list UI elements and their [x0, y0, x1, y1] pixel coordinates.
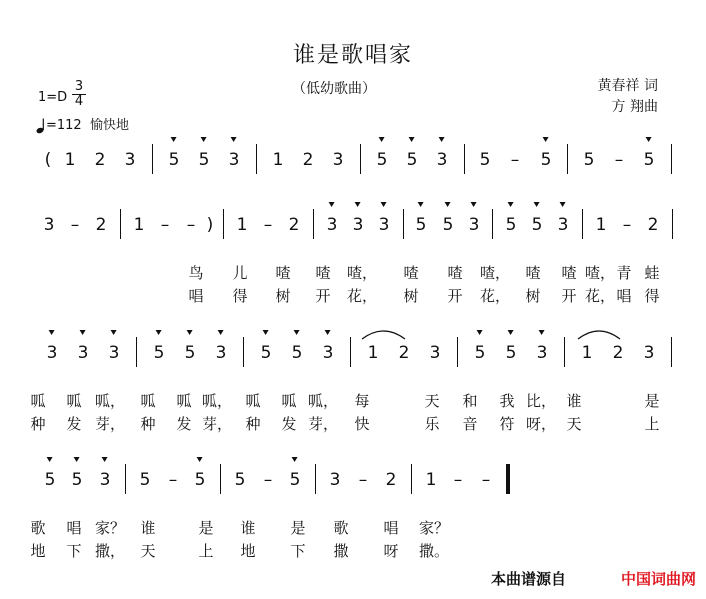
lyric-syllable: 开	[447, 287, 463, 305]
lyric-syllable: 呱	[245, 392, 261, 410]
note: 3	[537, 343, 548, 363]
barline	[671, 337, 672, 367]
accent-mark	[508, 330, 514, 335]
note: 3	[332, 150, 344, 170]
barline	[564, 337, 565, 367]
note: 3	[469, 215, 480, 235]
barline	[464, 144, 465, 174]
note: 5	[185, 343, 196, 363]
accent-mark	[263, 330, 269, 335]
accent-mark	[471, 202, 477, 207]
accent-mark	[534, 202, 540, 207]
lyric-syllable: 呱	[30, 392, 46, 410]
barline	[125, 464, 126, 494]
lyric-syllable: 花，	[584, 287, 616, 305]
lyric-syllable: 唱	[383, 519, 399, 537]
lyric-syllable: 撒，	[94, 542, 126, 560]
barline	[672, 209, 673, 239]
song-subtitle: （低幼歌曲）	[292, 81, 376, 97]
note: 3	[327, 215, 338, 235]
lyric-syllable: 花，	[479, 287, 511, 305]
dash: –	[614, 150, 624, 170]
lyric-syllable: 撒	[333, 542, 349, 560]
lyric-syllable: 开	[561, 287, 577, 305]
final-barline	[506, 464, 510, 494]
barline	[220, 464, 221, 494]
lyric-syllable: 是	[644, 392, 660, 410]
note: 5	[234, 470, 246, 490]
accent-mark	[201, 137, 207, 142]
dash: –	[168, 470, 178, 490]
note: 3	[379, 215, 390, 235]
note: 5	[199, 150, 210, 170]
tempo-value: =112	[46, 118, 82, 133]
lyric-syllable: 花，	[346, 287, 378, 305]
repeat-paren: (	[44, 150, 52, 170]
barline	[350, 337, 351, 367]
lyric-syllable: 比，	[525, 392, 557, 410]
key-signature: 1=D	[38, 90, 68, 105]
lyric-syllable: 喳	[315, 264, 331, 282]
lyric-syllable: 歌	[333, 519, 349, 537]
tempo-marking: 愉快地	[89, 118, 129, 133]
barline	[671, 144, 672, 174]
accent-mark	[47, 457, 53, 462]
accent-mark	[325, 330, 331, 335]
lyric-syllable: 喳	[403, 264, 419, 282]
lyric-syllable: 喳，	[346, 264, 378, 282]
dash: –	[358, 470, 368, 490]
lyric-syllable: 发	[66, 415, 82, 433]
lyric-syllable: 喳	[561, 264, 577, 282]
accent-mark	[231, 137, 237, 142]
note: 3	[216, 343, 227, 363]
accent-mark	[439, 137, 445, 142]
lyricist-credit: 黄春祥 词	[597, 78, 658, 94]
note: 3	[437, 150, 448, 170]
barline	[492, 209, 493, 239]
barline	[411, 464, 412, 494]
note: 1	[581, 343, 593, 363]
note: 5	[506, 343, 517, 363]
barline	[457, 337, 458, 367]
note: 5	[644, 150, 655, 170]
note: 5	[292, 343, 303, 363]
barline	[360, 144, 361, 174]
lyric-syllable: 地	[240, 542, 256, 560]
time-signature-top: 3	[74, 79, 84, 94]
accent-mark	[102, 457, 108, 462]
time-signature	[72, 80, 86, 109]
note: 2	[647, 215, 659, 235]
accent-mark	[418, 202, 424, 207]
accent-mark	[477, 330, 483, 335]
lyric-syllable: 喳，	[479, 264, 511, 282]
barline	[567, 144, 568, 174]
note: 1	[272, 150, 284, 170]
note: 5	[583, 150, 595, 170]
composer-credit: 方 翔曲	[611, 99, 658, 115]
lyric-syllable: 谁	[240, 519, 256, 537]
lyric-syllable: 是	[290, 519, 306, 537]
note: 5	[416, 215, 427, 235]
accent-mark	[409, 137, 415, 142]
lyric-syllable: 儿	[232, 264, 248, 282]
lyric-syllable: 和	[462, 392, 478, 410]
lyric-syllable: 开	[315, 287, 331, 305]
note: 2	[398, 343, 410, 363]
accent-mark	[80, 330, 86, 335]
barline	[313, 209, 314, 239]
note: 5	[154, 343, 165, 363]
lyric-syllable: 撒。	[418, 542, 450, 560]
credits	[598, 76, 658, 118]
accent-mark	[329, 202, 335, 207]
note: 2	[302, 150, 314, 170]
note: 3	[124, 150, 136, 170]
accent-mark	[171, 137, 177, 142]
note: 2	[94, 150, 106, 170]
dash: –	[160, 215, 170, 235]
source-site[interactable]: 中国词曲网	[620, 570, 696, 588]
lyric-syllable: 呱	[140, 392, 156, 410]
barline	[243, 337, 244, 367]
lyric-syllable: 树	[275, 287, 291, 305]
lyric-syllable: 我	[499, 392, 515, 410]
accent-mark	[292, 457, 298, 462]
note: 3	[47, 343, 58, 363]
lyric-syllable: 天	[566, 415, 582, 433]
time-signature-bottom: 4	[74, 94, 84, 109]
dash: –	[186, 215, 196, 235]
note: 3	[323, 343, 334, 363]
quarter-note-icon	[36, 118, 46, 134]
note: 5	[407, 150, 418, 170]
staff-row	[0, 343, 706, 433]
accent-mark	[379, 137, 385, 142]
lyric-syllable: 谁	[140, 519, 156, 537]
note: 5	[45, 470, 56, 490]
note: 5	[72, 470, 83, 490]
lyric-syllable: 呱	[281, 392, 297, 410]
lyric-syllable: 种	[140, 415, 156, 433]
lyric-syllable: 符	[499, 415, 515, 433]
lyric-syllable: 喳	[525, 264, 541, 282]
accent-mark	[355, 202, 361, 207]
lyric-syllable: 是	[198, 519, 214, 537]
accent-mark	[218, 330, 224, 335]
lyric-syllable: 上	[198, 542, 214, 560]
accent-mark	[111, 330, 117, 335]
dash: –	[481, 470, 491, 490]
repeat-paren: )	[206, 215, 214, 235]
note: 5	[541, 150, 552, 170]
lyric-syllable: 呱	[176, 392, 192, 410]
note: 5	[479, 150, 491, 170]
lyric-syllable: 树	[525, 287, 541, 305]
barline	[120, 209, 121, 239]
note: 5	[261, 343, 272, 363]
accent-mark	[539, 330, 545, 335]
lyric-syllable: 上	[644, 415, 660, 433]
lyric-syllable: 芽，	[307, 415, 339, 433]
slur-mark	[578, 327, 620, 341]
lyric-syllable: 音	[462, 415, 478, 433]
note: 3	[643, 343, 655, 363]
barline	[582, 209, 583, 239]
lyric-syllable: 乐	[424, 415, 440, 433]
lyric-syllable: 呀，	[525, 415, 557, 433]
note: 1	[64, 150, 76, 170]
accent-mark	[646, 137, 652, 142]
barline	[315, 464, 316, 494]
note: 3	[229, 150, 240, 170]
accent-mark	[381, 202, 387, 207]
lyric-syllable: 种	[245, 415, 261, 433]
lyric-syllable: 呱	[66, 392, 82, 410]
note: 3	[100, 470, 111, 490]
lyric-syllable: 树	[403, 287, 419, 305]
accent-mark	[294, 330, 300, 335]
accent-mark	[74, 457, 80, 462]
note: 3	[329, 470, 341, 490]
accent-mark	[508, 202, 514, 207]
note: 2	[288, 215, 300, 235]
lyric-syllable: 芽，	[201, 415, 233, 433]
lyric-syllable: 蛙	[644, 264, 660, 282]
note: 3	[558, 215, 569, 235]
dash: –	[70, 215, 80, 235]
note: 5	[195, 470, 206, 490]
note: 5	[290, 470, 301, 490]
dash: –	[622, 215, 632, 235]
note: 2	[612, 343, 624, 363]
note: 5	[475, 343, 486, 363]
note: 1	[425, 470, 437, 490]
lyric-syllable: 喳，	[584, 264, 616, 282]
staff-row	[0, 470, 706, 560]
lyric-syllable: 发	[281, 415, 297, 433]
note: 2	[385, 470, 397, 490]
lyric-syllable: 呱，	[307, 392, 339, 410]
lyric-syllable: 得	[232, 287, 248, 305]
barline	[152, 144, 153, 174]
accent-mark	[49, 330, 55, 335]
song-title: 谁是歌唱家	[292, 43, 413, 68]
note: 5	[377, 150, 388, 170]
accent-mark	[445, 202, 451, 207]
barline	[403, 209, 404, 239]
lyric-syllable: 得	[644, 287, 660, 305]
note: 5	[443, 215, 454, 235]
note: 1	[133, 215, 145, 235]
dash: –	[453, 470, 463, 490]
lyric-syllable: 鸟	[188, 264, 204, 282]
lyric-syllable: 呱，	[201, 392, 233, 410]
lyric-syllable: 每	[354, 392, 370, 410]
staff-row	[0, 150, 706, 210]
note: 1	[367, 343, 379, 363]
lyric-syllable: 呱，	[94, 392, 126, 410]
lyric-syllable: 家？	[94, 519, 126, 537]
dash: –	[263, 470, 273, 490]
lyric-syllable: 呀	[383, 542, 399, 560]
lyric-syllable: 谁	[566, 392, 582, 410]
lyric-syllable: 种	[30, 415, 46, 433]
note: 1	[236, 215, 248, 235]
accent-mark	[543, 137, 549, 142]
staff-row	[0, 215, 706, 305]
source-label: 本曲谱源自	[490, 570, 566, 588]
note: 3	[429, 343, 441, 363]
note: 3	[43, 215, 55, 235]
note: 3	[78, 343, 89, 363]
lyric-syllable: 唱	[66, 519, 82, 537]
lyric-syllable: 歌	[30, 519, 46, 537]
lyric-syllable: 地	[30, 542, 46, 560]
barline	[256, 144, 257, 174]
lyric-syllable: 天	[424, 392, 440, 410]
note: 5	[532, 215, 543, 235]
lyric-syllable: 喳	[447, 264, 463, 282]
lyric-syllable: 唱	[616, 287, 632, 305]
lyric-syllable: 唱	[188, 287, 204, 305]
note: 5	[139, 470, 151, 490]
note: 5	[169, 150, 180, 170]
lyric-syllable: 发	[176, 415, 192, 433]
barline	[223, 209, 224, 239]
accent-mark	[187, 330, 193, 335]
lyric-syllable: 下	[66, 542, 82, 560]
note: 3	[353, 215, 364, 235]
dash: –	[510, 150, 520, 170]
lyric-syllable: 家？	[418, 519, 450, 537]
tempo-line	[36, 114, 129, 134]
lyric-syllable: 下	[290, 542, 306, 560]
barline	[136, 337, 137, 367]
note: 3	[109, 343, 120, 363]
lyric-syllable: 青	[616, 264, 632, 282]
note: 2	[95, 215, 107, 235]
slur-mark	[362, 327, 405, 341]
dash: –	[263, 215, 273, 235]
accent-mark	[197, 457, 203, 462]
lyric-syllable: 芽，	[94, 415, 126, 433]
note: 5	[506, 215, 517, 235]
accent-mark	[560, 202, 566, 207]
accent-mark	[156, 330, 162, 335]
lyric-syllable: 快	[354, 415, 370, 433]
lyric-syllable: 喳	[275, 264, 291, 282]
lyric-syllable: 天	[140, 542, 156, 560]
note: 1	[595, 215, 607, 235]
